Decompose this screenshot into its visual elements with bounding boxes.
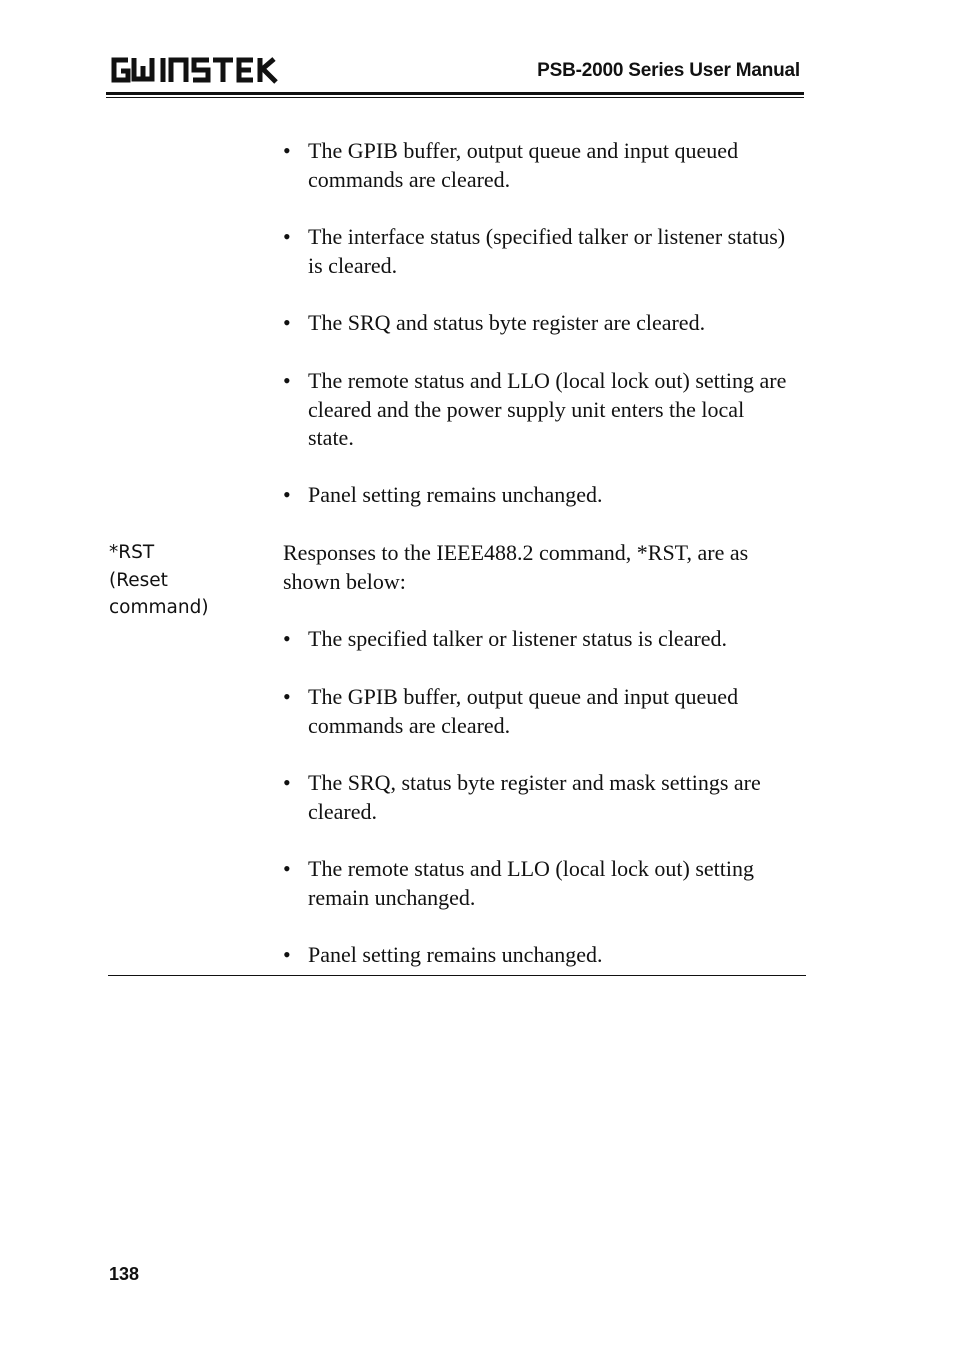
bullet-icon: • <box>283 482 291 507</box>
list-item: • Panel setting remains unchanged. <box>283 481 793 510</box>
header-rule-thin <box>106 97 804 98</box>
list-item: • The GPIB buffer, output queue and input queued commands are cleared. <box>283 684 739 738</box>
list-item: • The remote status and LLO (local lock out) setting remain unchanged. <box>283 856 754 910</box>
bullet-icon: • <box>283 942 291 967</box>
bullet-icon: • <box>283 310 291 335</box>
bullet-icon: • <box>283 684 291 709</box>
rst-command-label: *RST (Reset command) <box>109 542 209 618</box>
list-item: • Panel setting remains unchanged. <box>283 941 793 970</box>
list-item: • The remote status and LLO (local lock out) setting are cleared and the power supply unit enters the local state. <box>283 368 787 450</box>
bullet-icon: • <box>283 224 291 249</box>
bullet-icon: • <box>283 770 291 795</box>
list-item: • The SRQ, status byte register and mask settings are cleared. <box>283 770 761 824</box>
list-item: • The GPIB buffer, output queue and input queued commands are cleared. <box>283 138 739 192</box>
list-item: • The specified talker or listener status is cleared. <box>283 625 793 654</box>
bullet-icon: • <box>283 626 291 651</box>
list-item: • The interface status (specified talker or listener status) is cleared. <box>283 224 786 278</box>
header-rule-thick <box>106 92 804 95</box>
bullet-icon: • <box>283 856 291 881</box>
manual-title: PSB-2000 Series User Manual <box>537 60 800 81</box>
brand-logo <box>108 52 280 86</box>
section-bottom-rule <box>108 975 806 976</box>
page-number: 138 <box>109 1264 140 1284</box>
list-item: • The SRQ and status byte register are cleared. <box>283 309 793 338</box>
bullet-icon: • <box>283 138 291 163</box>
rst-intro-paragraph: Responses to the IEEE488.2 command, *RST, are as shown below: <box>283 540 749 594</box>
gw-instek-logo-icon <box>108 52 280 86</box>
bullet-icon: • <box>283 368 291 393</box>
